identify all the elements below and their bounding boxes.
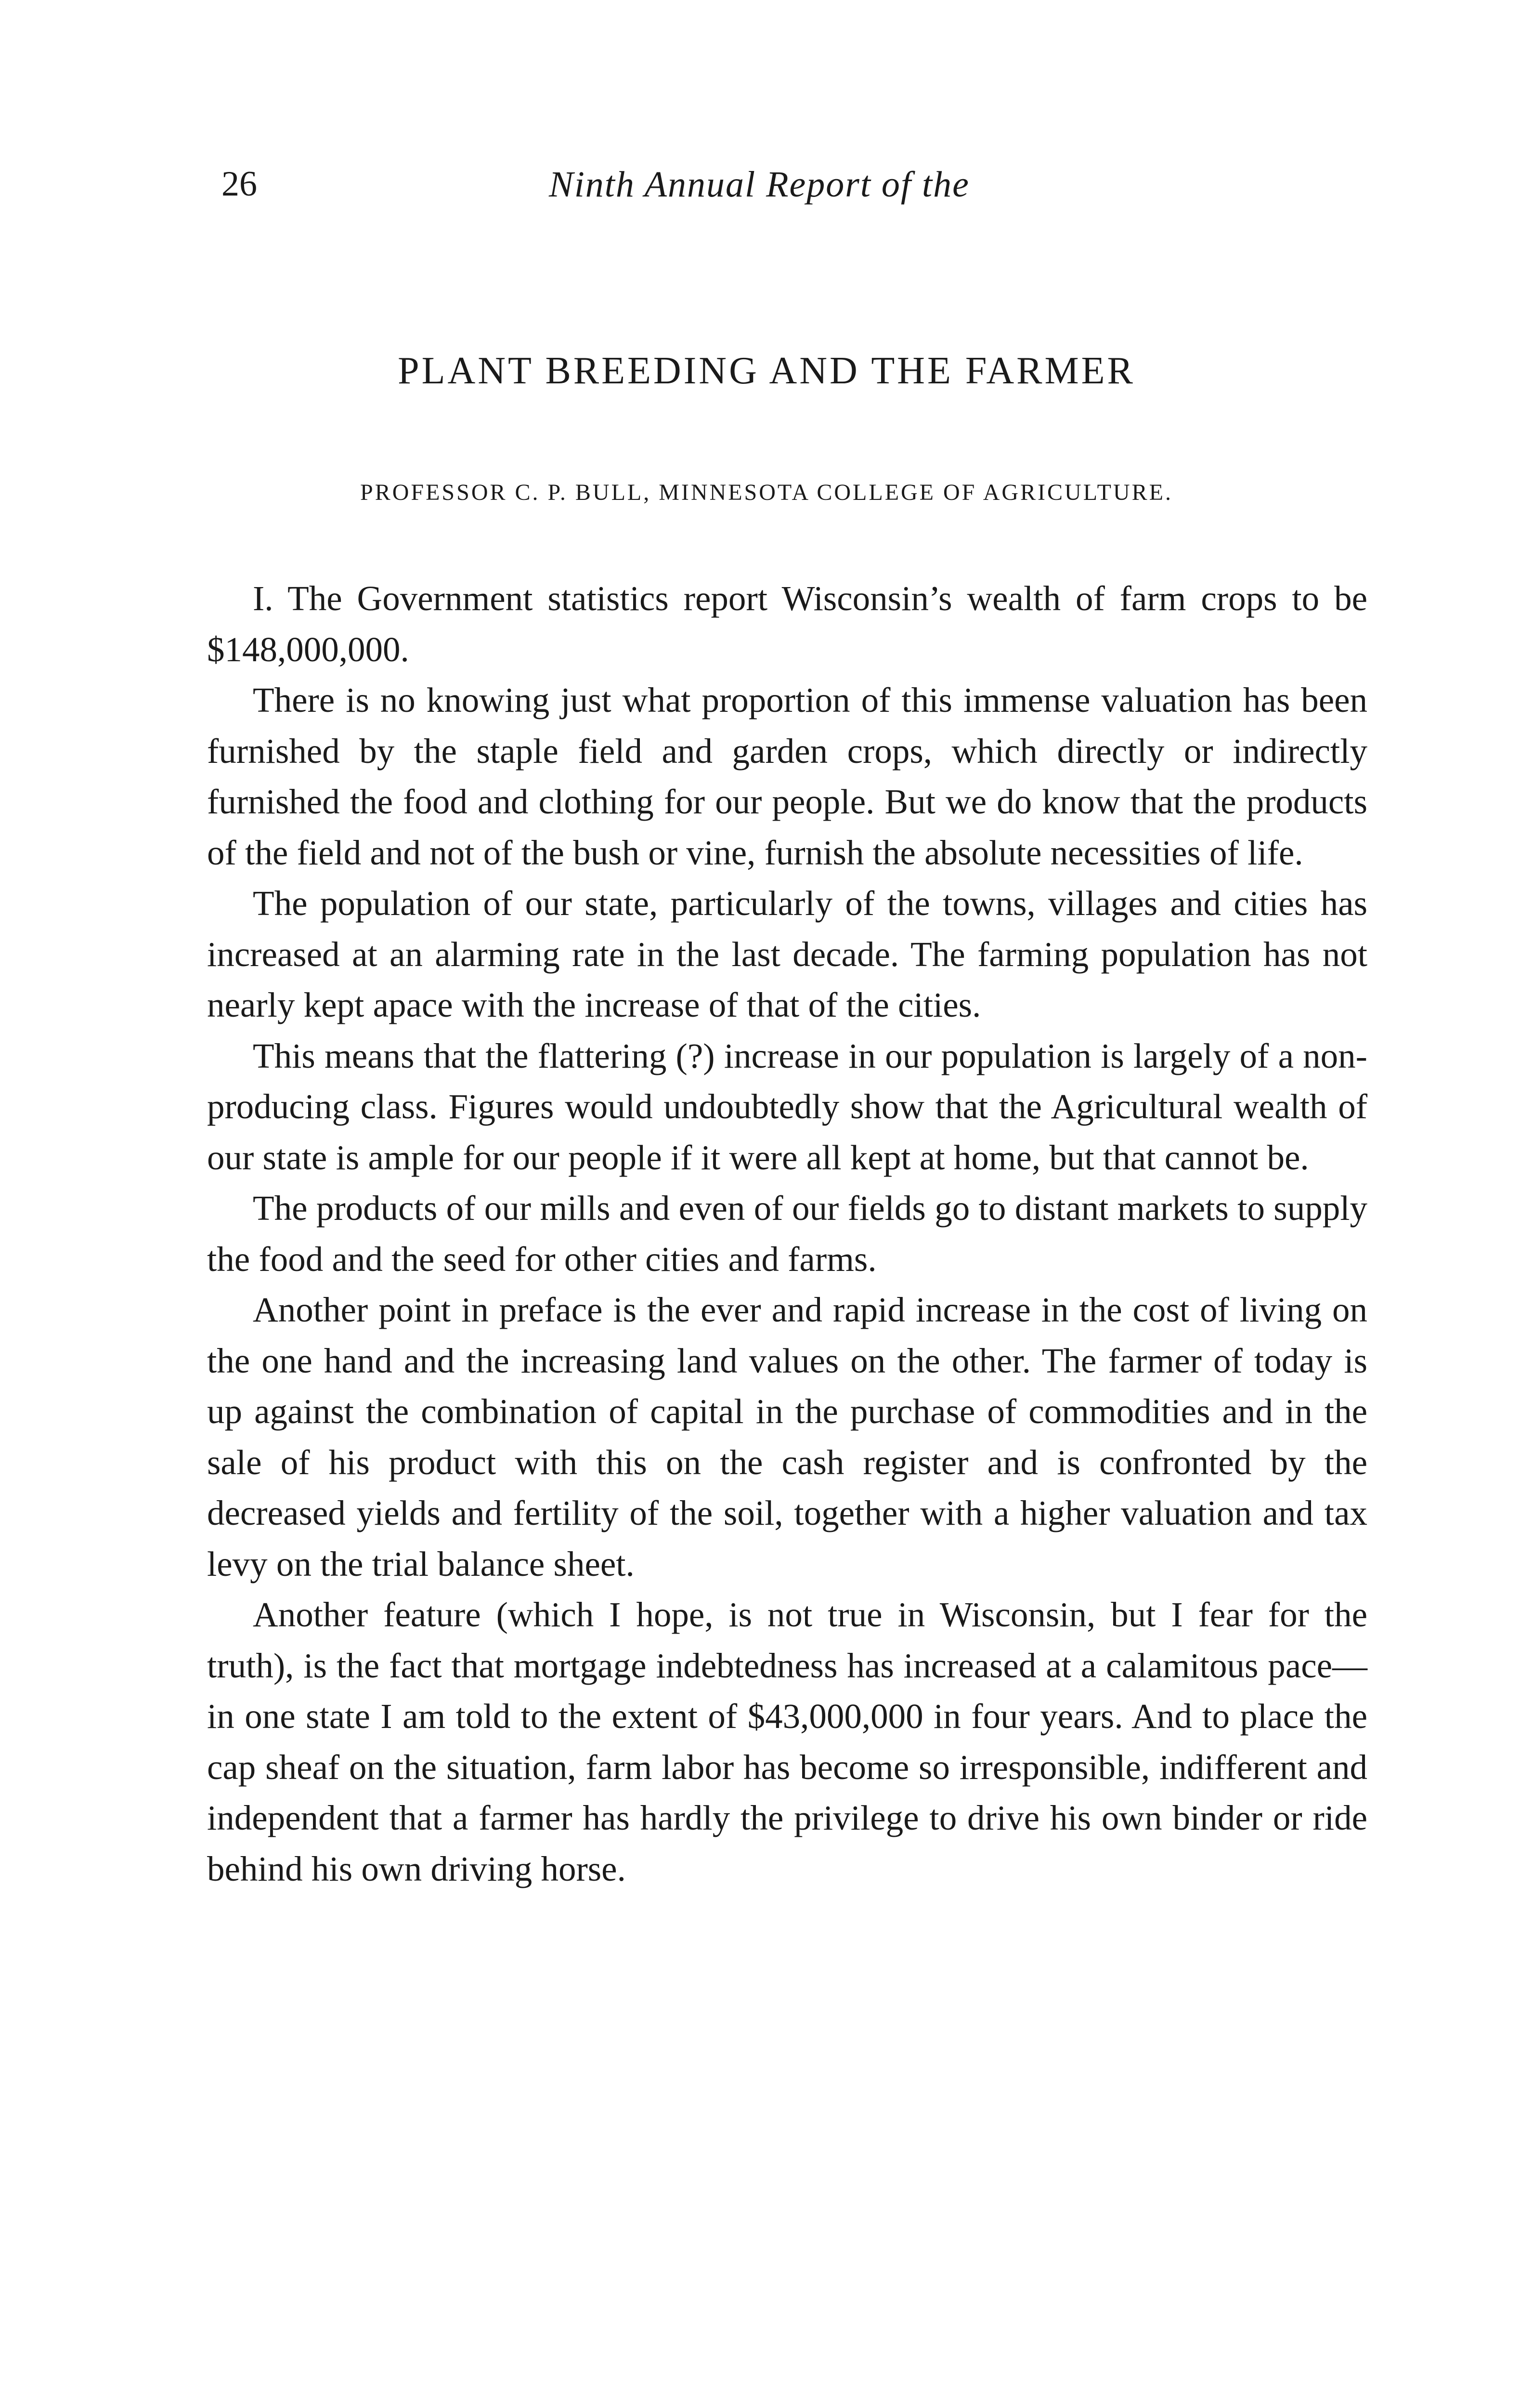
paragraph: I. The Government statistics report Wisconsin’s wealth of farm crops to be $148,000,000.: [207, 579, 1367, 669]
paragraph: Another feature (which I hope, is not true in Wisconsin, but I fear for the truth), is the fact that mortgage indebtedness has increased at a calamitous pace—in one state I am told to the extent of $43,000,000 in four years. And to place the cap sheaf on the situation, farm labor has become so irresponsible, indifferent and independent that a farmer has hardly the privilege to drive his own binder or ride behind his own driving horse.: [207, 1595, 1367, 1888]
running-title: Ninth Annual Report of the: [549, 164, 970, 205]
paragraph: The products of our mills and even of our fields go to distant markets to supply the food and the seed for other cities and farms.: [207, 1189, 1367, 1279]
page-number: 26: [221, 164, 257, 204]
author-byline: PROFESSOR C. P. BULL, MINNESOTA COLLEGE OF AGRICULTURE.: [360, 480, 1173, 505]
paragraph: The population of our state, particularly of the towns, villages and cities has increased at an alarming rate in the last decade. The farming population has not nearly kept apace with the increase of that of the cities.: [207, 884, 1367, 1024]
paragraph: Another point in preface is the ever and rapid increase in the cost of living on the one hand and the increasing land values on the other. The farmer of today is up against the combination of capital in the purchase of commodities and in the sale of his product with this on the cash register and is confronted by the decreased yields and fertility of the soil, together with a higher valuation and tax levy on the trial balance sheet.: [207, 1290, 1367, 1584]
paragraph: There is no knowing just what proportion of this immense valuation has been furnished by the staple field and garden crops, which directly or indirectly furnished the food and clothing for our people. But we do know that the products of the field and not of the bush or vine, furnish the absolute necessities of life.: [207, 681, 1367, 872]
article-title: PLANT BREEDING AND THE FARMER: [398, 350, 1135, 392]
article-body: [207, 573, 1367, 1894]
running-head: [212, 164, 1367, 217]
paragraph: This means that the flattering (?) increase in our population is largely of a non-producing class. Figures would undoubtedly show that the Agricultural wealth of our state is ample for our people if it were all kept at home, but that cannot be.: [207, 1036, 1367, 1177]
